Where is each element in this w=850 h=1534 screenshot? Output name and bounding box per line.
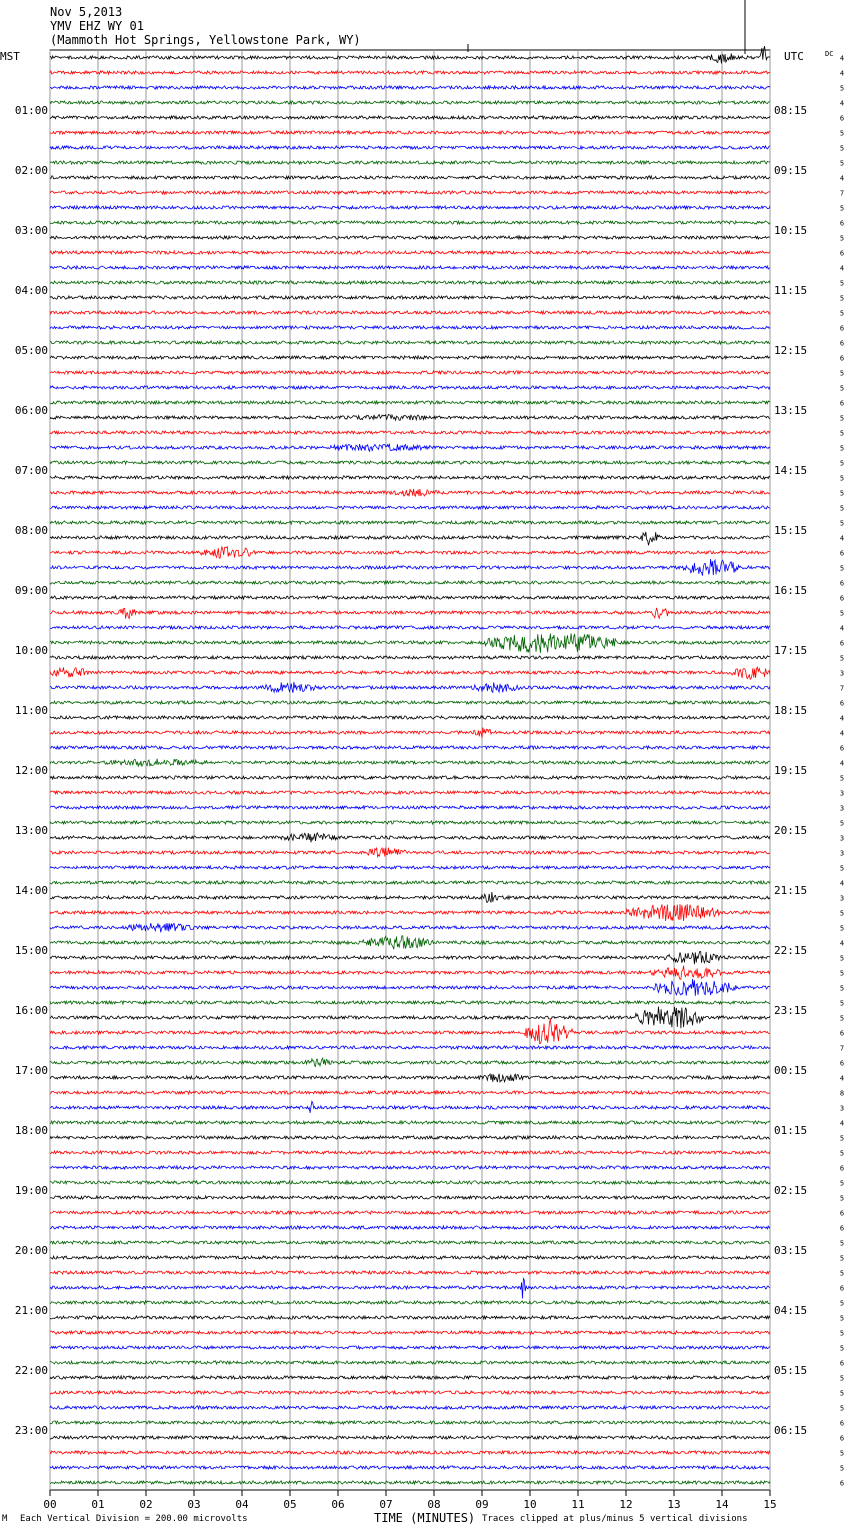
dc-value: 3 [839,849,845,858]
trace-row-36 [50,596,770,599]
dc-value: 5 [839,984,845,993]
mst-hour-label: 08:00 [14,524,48,537]
dc-value: 5 [839,414,845,423]
dc-value: 6 [839,1224,845,1233]
trace-row-2 [50,86,770,89]
dc-value: 5 [839,969,845,978]
dc-value: 5 [839,1374,845,1383]
trace-row-62 [50,979,770,996]
dc-value: 5 [839,924,845,933]
utc-hour-label: 06:15 [774,1424,808,1437]
trace-row-72 [50,1136,770,1139]
dc-value: 5 [839,1404,845,1413]
dc-value: 6 [839,1209,845,1218]
mst-axis-label: MST [0,50,20,63]
dc-value: 5 [839,234,845,243]
dc-value: 7 [839,684,845,693]
dc-value: 5 [839,1449,845,1458]
utc-hour-label: 18:15 [774,704,808,717]
dc-value: 5 [839,1254,845,1263]
dc-value: 5 [839,384,845,393]
location-label: (Mammoth Hot Springs, Yellowstone Park, WY) [50,33,361,47]
dc-value: 6 [839,354,845,363]
utc-hour-label: 03:15 [774,1244,808,1257]
mst-hour-label: 07:00 [14,464,48,477]
dc-value: 5 [839,654,845,663]
x-tick-label-15: 15 [763,1498,777,1511]
dc-value: 4 [839,99,845,108]
dc-value: 5 [839,1314,845,1323]
mst-hour-label: 20:00 [14,1244,48,1257]
utc-hour-label: 00:15 [774,1064,808,1077]
utc-hour-label: 19:15 [774,764,808,777]
trace-row-69 [50,1091,770,1094]
dc-value: 5 [839,459,845,468]
mst-hour-label: 10:00 [14,644,48,657]
dc-value: 5 [839,204,845,213]
seismic-traces [50,0,770,1484]
dc-value: 5 [839,954,845,963]
trace-row-90 [50,1406,770,1409]
x-tick-label-05: 05 [283,1498,297,1511]
scale-note: Each Vertical Division = 200.00 microvolts [20,1514,248,1524]
utc-hour-label: 12:15 [774,344,808,357]
trace-row-23 [50,401,770,404]
trace-row-46 [50,746,770,749]
trace-row-94 [50,1466,770,1469]
trace-row-47 [50,759,770,767]
dc-value: 3 [839,1104,845,1113]
trace-row-51 [50,821,770,824]
mst-hour-label: 17:00 [14,1064,48,1077]
dc-value: 6 [839,744,845,753]
mst-hour-label: 21:00 [14,1304,48,1317]
dc-value: 3 [839,789,845,798]
trace-row-44 [50,716,770,719]
trace-row-33 [50,547,770,559]
x-tick-label-02: 02 [139,1498,153,1511]
x-tick-label-03: 03 [187,1498,201,1511]
dc-value: 5 [839,864,845,873]
dc-value: 4 [839,174,845,183]
trace-row-17 [50,311,770,314]
dc-value: 5 [839,519,845,528]
dc-value: 6 [839,699,845,708]
trace-row-84 [50,1316,770,1319]
trace-row-41 [50,667,770,679]
trace-row-87 [50,1361,770,1364]
mst-hour-label: 15:00 [14,944,48,957]
trace-row-0 [50,46,770,63]
mst-hour-label: 19:00 [14,1184,48,1197]
trace-row-18 [50,326,770,329]
x-tick-label-00: 00 [43,1498,57,1511]
dc-value: 5 [839,474,845,483]
dc-value: 5 [839,1179,845,1188]
trace-row-16 [50,296,770,299]
trace-row-29 [50,489,770,496]
trace-row-63 [50,1001,770,1004]
dc-value: 4 [839,759,845,768]
dc-value: 6 [839,114,845,123]
dc-value: 6 [839,339,845,348]
trace-row-20 [50,356,770,359]
trace-row-22 [50,386,770,389]
trace-row-30 [50,506,770,509]
trace-row-86 [50,1346,770,1349]
x-tick-label-11: 11 [571,1498,585,1511]
dc-value: 3 [839,834,845,843]
trace-row-54 [50,866,770,869]
trace-row-73 [50,1151,770,1154]
trace-row-12 [50,236,770,239]
trace-row-37 [50,608,770,619]
dc-value: 7 [839,1044,845,1053]
dc-value: 6 [839,399,845,408]
trace-row-76 [50,1196,770,1199]
trace-row-88 [50,1376,770,1379]
dc-value: 3 [839,804,845,813]
trace-row-95 [50,1481,770,1484]
dc-value: 6 [839,1284,845,1293]
dc-value: 5 [839,1194,845,1203]
trace-row-7 [50,161,770,164]
dc-value: 7 [839,189,845,198]
dc-value: 6 [839,549,845,558]
utc-hour-label: 21:15 [774,884,808,897]
dc-value: 5 [839,369,845,378]
trace-row-38 [50,626,770,629]
dc-value: 5 [839,1134,845,1143]
trace-row-49 [50,791,770,794]
trace-row-83 [50,1301,770,1304]
trace-row-19 [50,341,770,344]
trace-row-32 [50,532,770,546]
trace-row-45 [50,728,770,738]
dc-value: 6 [839,324,845,333]
utc-hour-label: 08:15 [774,104,808,117]
dc-value: 6 [839,219,845,228]
utc-hour-label: 22:15 [774,944,808,957]
utc-hour-label: 23:15 [774,1004,808,1017]
trace-row-78 [50,1226,770,1229]
mst-hour-label: 13:00 [14,824,48,837]
mst-hour-label: 05:00 [14,344,48,357]
dc-value: 5 [839,999,845,1008]
trace-row-74 [50,1166,770,1169]
trace-row-55 [50,881,770,884]
utc-hour-label: 15:15 [774,524,808,537]
trace-row-56 [50,892,770,902]
dc-value: 5 [839,1329,845,1338]
trace-row-15 [50,281,770,284]
utc-hour-label: 20:15 [774,824,808,837]
mst-hour-label: 09:00 [14,584,48,597]
trace-row-52 [50,833,770,842]
trace-row-91 [50,1421,770,1424]
dc-value: 5 [839,159,845,168]
dc-value: 6 [839,1419,845,1428]
mst-hour-label: 06:00 [14,404,48,417]
utc-hour-label: 04:15 [774,1304,808,1317]
trace-row-59 [50,936,770,950]
dc-value: 6 [839,1479,845,1488]
dc-value: 5 [839,1269,845,1278]
utc-hour-label: 16:15 [774,584,808,597]
mst-hour-label: 12:00 [14,764,48,777]
dc-value: 4 [839,879,845,888]
trace-row-14 [50,266,770,269]
station-label: YMV EHZ WY 01 [50,19,144,33]
mst-hour-label: 11:00 [14,704,48,717]
trace-row-26 [50,444,770,452]
clip-note: Traces clipped at plus/minus 5 vertical divisions [482,1514,748,1524]
trace-row-48 [50,776,770,779]
dc-value: 6 [839,249,845,258]
dc-header-label: DC [825,50,834,58]
mst-hour-label: 04:00 [14,284,48,297]
trace-row-60 [50,952,770,965]
trace-row-64 [50,1007,770,1029]
utc-hour-label: 09:15 [774,164,808,177]
dc-value: 5 [839,564,845,573]
utc-hour-label: 13:15 [774,404,808,417]
dc-value: 4 [839,624,845,633]
trace-row-68 [50,1074,770,1083]
utc-hour-label: 14:15 [774,464,808,477]
mst-hour-label: 18:00 [14,1124,48,1137]
trace-row-11 [50,221,770,224]
dc-value: 5 [839,129,845,138]
trace-row-6 [50,146,770,149]
mst-hour-label: 03:00 [14,224,48,237]
x-tick-label-10: 10 [523,1498,537,1511]
dc-value: 5 [839,909,845,918]
trace-row-40 [50,656,770,659]
dc-value: 5 [839,444,845,453]
dc-value: 4 [839,939,845,948]
dc-value: 5 [839,774,845,783]
trace-row-42 [50,682,770,693]
trace-row-9 [50,191,770,194]
trace-row-34 [50,559,770,576]
dc-value: 3 [839,894,845,903]
trace-row-1 [50,71,770,74]
x-tick-label-07: 07 [379,1498,393,1511]
dc-value: 3 [839,669,845,678]
mst-hour-label: 14:00 [14,884,48,897]
dc-value: 5 [839,1389,845,1398]
utc-hour-label: 05:15 [774,1364,808,1377]
trace-row-58 [50,923,770,932]
trace-row-61 [50,966,770,980]
x-tick-label-06: 06 [331,1498,345,1511]
trace-row-71 [50,1121,770,1124]
trace-row-39 [50,633,770,652]
trace-row-27 [50,461,770,464]
dc-value: 8 [839,1089,845,1098]
dc-value: 5 [839,1344,845,1353]
dc-value: 6 [839,1029,845,1038]
x-axis-title: TIME (MINUTES) [374,1511,476,1525]
utc-hour-label: 02:15 [774,1184,808,1197]
mst-hour-label: 16:00 [14,1004,48,1017]
trace-row-25 [50,431,770,434]
trace-row-65 [50,1020,770,1044]
dc-value: 4 [839,714,845,723]
trace-row-93 [50,1451,770,1454]
trace-row-8 [50,176,770,179]
trace-row-81 [50,1271,770,1274]
dc-value: 5 [839,84,845,93]
corner-mark: M [2,1514,8,1524]
dc-value: 5 [839,504,845,513]
trace-row-66 [50,1046,770,1049]
trace-row-4 [50,116,770,119]
utc-axis-label: UTC [784,50,804,63]
mst-hour-label: 22:00 [14,1364,48,1377]
x-tick-label-04: 04 [235,1498,249,1511]
dc-value: 6 [839,1164,845,1173]
dc-value: 5 [839,1299,845,1308]
dc-value: 5 [839,1239,845,1248]
dc-value: 4 [839,54,845,63]
trace-row-28 [50,476,770,479]
dc-value: 5 [839,294,845,303]
trace-row-89 [50,1391,770,1394]
trace-row-85 [50,1331,770,1334]
dc-value: 5 [839,309,845,318]
trace-row-79 [50,1241,770,1244]
dc-value: 5 [839,1464,845,1473]
x-tick-label-14: 14 [715,1498,729,1511]
trace-row-5 [50,131,770,134]
trace-row-31 [50,521,770,524]
trace-row-92 [50,1436,770,1439]
dc-value: 4 [839,1119,845,1128]
dc-value: 4 [839,69,845,78]
dc-value: 5 [839,429,845,438]
dc-value: 4 [839,729,845,738]
mst-hour-label: 01:00 [14,104,48,117]
dc-value: 6 [839,1059,845,1068]
trace-row-82 [50,1279,770,1299]
dc-value: 6 [839,639,845,648]
x-tick-label-09: 09 [475,1498,489,1511]
dc-value: 4 [839,534,845,543]
trace-row-3 [50,101,770,104]
dc-value: 6 [839,1434,845,1443]
dc-value: 5 [839,609,845,618]
trace-row-35 [50,581,770,584]
dc-value: 5 [839,819,845,828]
dc-value: 5 [839,144,845,153]
trace-row-77 [50,1211,770,1214]
dc-value: 5 [839,279,845,288]
utc-hour-label: 17:15 [774,644,808,657]
dc-value: 5 [839,1149,845,1158]
trace-row-80 [50,1256,770,1259]
dc-value: 5 [839,489,845,498]
trace-row-50 [50,806,770,809]
trace-row-10 [50,206,770,209]
date-label: Nov 5,2013 [50,5,123,19]
utc-hour-label: 11:15 [774,284,808,297]
trace-row-43 [50,701,770,704]
x-tick-label-13: 13 [667,1498,681,1511]
dc-value: 6 [839,1359,845,1368]
x-tick-label-01: 01 [91,1498,105,1511]
x-tick-label-08: 08 [427,1498,441,1511]
trace-row-67 [50,1058,770,1066]
trace-row-75 [50,1181,770,1184]
dc-value: 4 [839,264,845,273]
trace-row-21 [50,371,770,374]
mst-hour-label: 02:00 [14,164,48,177]
utc-hour-label: 10:15 [774,224,808,237]
mst-hour-label: 23:00 [14,1424,48,1437]
x-tick-label-12: 12 [619,1498,633,1511]
trace-row-13 [50,251,770,254]
dc-value: 6 [839,579,845,588]
dc-value: 6 [839,594,845,603]
utc-hour-label: 01:15 [774,1124,808,1137]
trace-row-57 [50,904,770,921]
dc-value: 4 [839,1074,845,1083]
dc-value: 5 [839,1014,845,1023]
trace-row-53 [50,848,770,857]
trace-row-70 [50,1101,770,1113]
trace-row-24 [50,415,770,421]
